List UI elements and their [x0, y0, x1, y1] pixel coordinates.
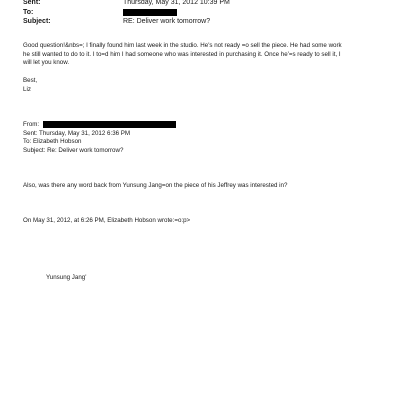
- reply-line-1: Good question!&nbs=; I finally found him last week in the studio. He's not ready =o sell the piece. He had some work: [23, 42, 342, 49]
- quote-intro-text: On May 31, 2012, at 6:26 PM, Elizabeth Hobson wrote:=o:p>: [23, 217, 191, 224]
- forwarded-subject-line: Subject: Re: Deliver work tomorrow?: [23, 146, 124, 154]
- sent-value: Thursday, May 31, 2012 10:39 PM: [123, 0, 230, 6]
- reply-line-2: he still wanted to do to it. I to=d him I had someone who was interested in purchasing it. Once he'=s ready to sell it, I: [23, 50, 341, 58]
- message2-body: [23, 182, 379, 191]
- reply-body: [23, 42, 379, 68]
- subject-value: RE: Deliver work tomorrow?: [123, 18, 211, 25]
- quoted-signature: [46, 274, 346, 283]
- redaction-bar: [123, 9, 177, 16]
- subject-label: Subject:: [23, 18, 51, 25]
- reply-closing: [23, 77, 379, 94]
- forwarded-from-line: [23, 121, 379, 130]
- forwarded-from-label: From:: [23, 121, 40, 129]
- quote-intro: [23, 217, 379, 226]
- closing-text: Best,: [23, 77, 38, 84]
- reply-line-3: will let you know.: [23, 59, 70, 67]
- message2-text: Also, was there any word back from Yunsung Jang=on the piece of his Jeffrey was interested in?: [23, 182, 288, 189]
- forwarded-to-line: To: Elizabeth Hobson: [23, 138, 82, 146]
- redaction-bar: [43, 121, 176, 128]
- quoted-signature-name: Yunsung Jang': [46, 274, 87, 281]
- to-label: To:: [23, 9, 34, 16]
- sent-label: Sent:: [23, 0, 41, 6]
- signature-text: Liz: [23, 85, 31, 93]
- forwarded-sent-line: Sent: Thursday, May 31, 2012 6:36 PM: [23, 129, 131, 137]
- forwarded-header: [23, 121, 379, 156]
